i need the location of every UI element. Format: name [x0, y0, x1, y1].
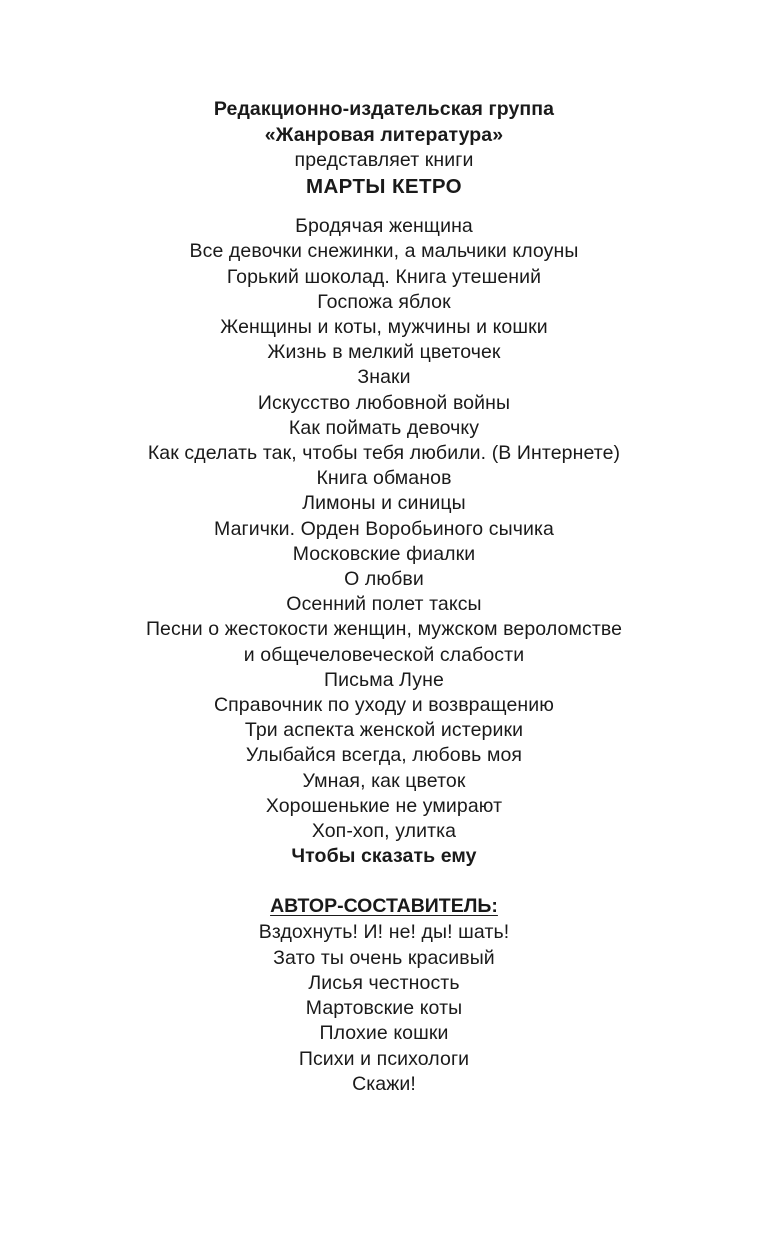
list-item: Вздохнуть! И! не! ды! шать! [258, 921, 510, 944]
list-item: Плохие кошки [319, 1022, 449, 1045]
list-item-highlighted: Чтобы сказать ему [291, 845, 477, 868]
list-item: Московские фиалки [292, 542, 476, 565]
list-item: Улыбайся всегда, любовь моя [245, 744, 523, 767]
list-item: Осенний полет таксы [286, 593, 482, 616]
list-item: Книга обманов [316, 467, 452, 490]
list-item: Госпожа яблок [317, 290, 451, 313]
list-item: и общечеловеческой слабости [243, 643, 525, 666]
presents-label: представляет книги [294, 149, 474, 171]
book-title-list [146, 214, 622, 869]
list-item: Как сделать так, чтобы тебя любили. (В Интернете) [147, 442, 621, 465]
list-item: Мартовские коты [305, 997, 463, 1020]
list-item: Умная, как цветок [302, 769, 466, 792]
list-item: Лимоны и синицы [302, 492, 466, 515]
list-item: О любви [344, 568, 424, 591]
list-item: Как поймать девочку [288, 416, 480, 439]
compiled-author-heading: АВТОР-СОСТАВИТЕЛЬ: [270, 895, 498, 918]
list-item: Справочник по уходу и возвращению [213, 694, 555, 717]
list-item: Психи и психологи [298, 1047, 470, 1070]
list-item: Магички. Орден Воробьиного сычика [214, 517, 554, 540]
list-item: Бродячая женщина [295, 215, 473, 238]
list-item: Хоп-хоп, улитка [311, 820, 457, 843]
list-item: Все девочки снежинки, а мальчики клоуны [189, 240, 579, 263]
imprint-line-2: «Жанровая литература» [264, 124, 504, 146]
list-item: Три аспекта женской истерики [244, 719, 524, 742]
publisher-header [214, 96, 554, 200]
list-item: Зато ты очень красивый [273, 946, 495, 969]
list-item: Искусство любовной войны [257, 391, 511, 414]
list-item: Горький шоколад. Книга утешений [226, 265, 542, 288]
list-item: Скажи! [352, 1072, 416, 1095]
compiled-title-list [259, 920, 510, 1096]
imprint-line-1: Редакционно-издательская группа [213, 98, 555, 120]
list-item: Песни о жестокости женщин, мужском вероломстве [145, 618, 623, 641]
list-item: Жизнь в мелкий цветочек [267, 341, 501, 364]
list-item: Хорошенькие не умирают [265, 794, 503, 817]
list-item: Письма Луне [324, 668, 444, 691]
list-item: Лисья честность [308, 971, 460, 994]
author-name: МАРТЫ КЕТРО [305, 175, 463, 199]
list-item: Знаки [357, 366, 411, 389]
list-item: Женщины и коты, мужчины и кошки [220, 316, 548, 339]
